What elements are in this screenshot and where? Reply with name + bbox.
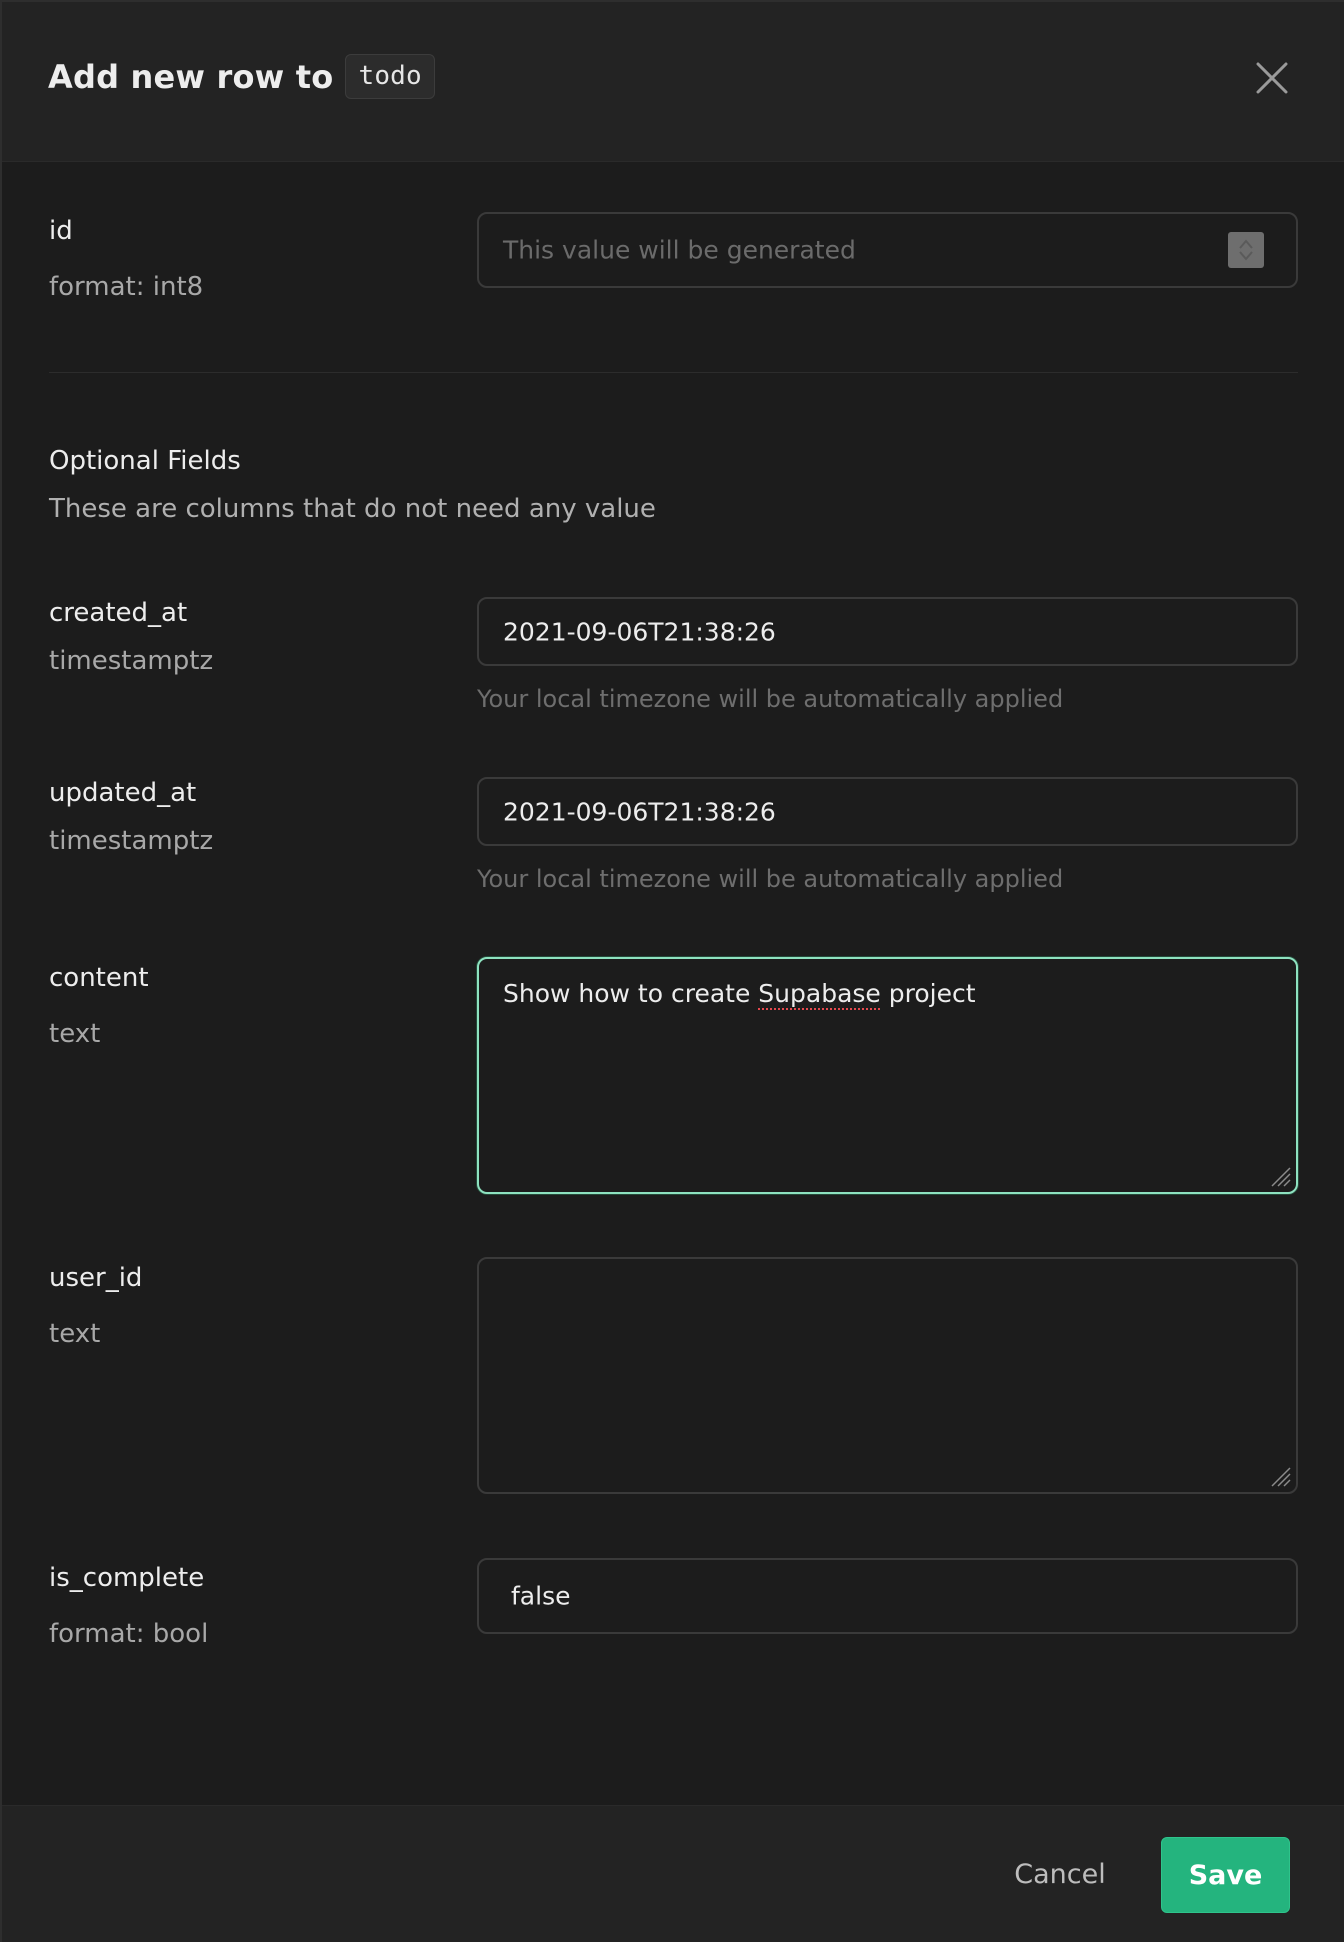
is-complete-format: format: bool xyxy=(49,1619,209,1649)
content-label: content xyxy=(49,963,149,993)
close-icon xyxy=(1252,58,1292,98)
cancel-button[interactable]: Cancel xyxy=(1002,1837,1118,1911)
id-format: format: int8 xyxy=(49,272,204,302)
is-complete-value: false xyxy=(511,1581,571,1611)
panel-header xyxy=(2,2,1344,162)
optional-fields-description: These are columns that do not need any value xyxy=(49,494,656,524)
resize-grip-icon[interactable] xyxy=(1270,1466,1292,1488)
updated-at-label: updated_at xyxy=(49,778,197,808)
created-at-type: timestamptz xyxy=(49,646,214,676)
id-input-placeholder: This value will be generated xyxy=(503,235,856,265)
section-divider xyxy=(49,372,1298,373)
content-value-start: Show how to create xyxy=(503,979,759,1008)
spellcheck-word: Supabase xyxy=(758,979,881,1008)
content-value-end: project xyxy=(880,979,976,1008)
id-label: id xyxy=(49,216,73,246)
id-input[interactable] xyxy=(477,212,1298,288)
resize-grip-icon[interactable] xyxy=(1270,1166,1292,1188)
user-id-textarea[interactable] xyxy=(477,1257,1298,1494)
content-type: text xyxy=(49,1019,101,1049)
table-name-chip: todo xyxy=(345,54,434,99)
updated-at-value: 2021-09-06T21:38:26 xyxy=(503,797,776,826)
user-id-label: user_id xyxy=(49,1263,143,1293)
updated-at-input[interactable] xyxy=(477,777,1298,846)
updated-at-hint: Your local timezone will be automatically applied xyxy=(477,865,1064,893)
optional-fields-title: Optional Fields xyxy=(49,446,241,476)
is-complete-label: is_complete xyxy=(49,1563,205,1593)
panel-title-text: Add new row to xyxy=(48,57,334,96)
created-at-input[interactable] xyxy=(477,597,1298,666)
stepper-icon xyxy=(1228,232,1264,268)
updated-at-type: timestamptz xyxy=(49,826,214,856)
created-at-value: 2021-09-06T21:38:26 xyxy=(503,617,776,646)
panel-title xyxy=(48,54,435,99)
content-textarea[interactable] xyxy=(477,957,1298,1194)
created-at-label: created_at xyxy=(49,598,188,628)
content-value xyxy=(503,979,976,1008)
close-button[interactable] xyxy=(1252,58,1292,98)
created-at-hint: Your local timezone will be automatically applied xyxy=(477,685,1064,713)
id-stepper[interactable] xyxy=(1228,232,1264,268)
is-complete-select[interactable] xyxy=(477,1558,1298,1634)
panel-footer xyxy=(2,1805,1344,1942)
save-button[interactable]: Save xyxy=(1161,1837,1290,1913)
user-id-type: text xyxy=(49,1319,101,1349)
